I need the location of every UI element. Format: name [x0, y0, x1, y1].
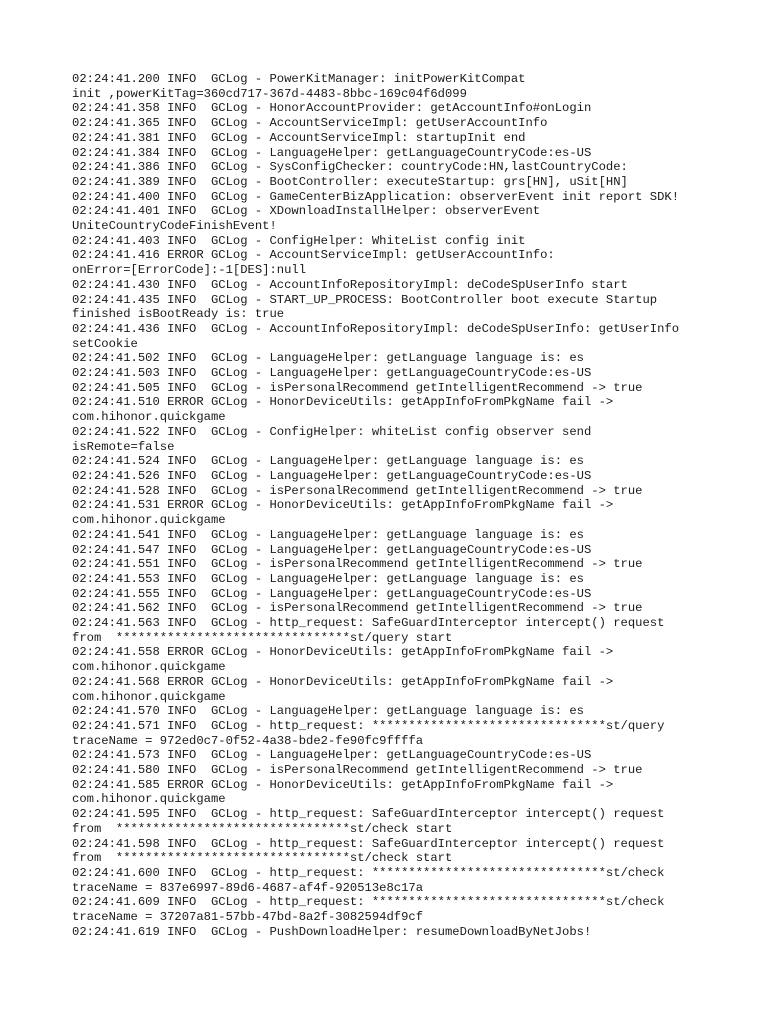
log-line: 02:24:41.505 INFO GCLog - isPersonalRecommend getIntelligentRecommend -> true	[72, 380, 643, 395]
log-line: 02:24:41.568 ERROR GCLog - HonorDeviceUtils: getAppInfoFromPkgName fail ->	[72, 674, 614, 689]
log-line: 02:24:41.555 INFO GCLog - LanguageHelper: getLanguageCountryCode:es-US	[72, 586, 592, 601]
log-line: 02:24:41.600 INFO GCLog - http_request: ********************************st/check	[72, 865, 665, 880]
log-line: isRemote=false	[72, 439, 175, 454]
log-line: traceName = 972ed0c7-0f52-4a38-bde2-fe90fc9ffffa	[72, 733, 424, 748]
log-line: 02:24:41.436 INFO GCLog - AccountInfoRepositoryImpl: deCodeSpUserInfo: getUserInfo	[72, 321, 680, 336]
log-line: 02:24:41.386 INFO GCLog - SysConfigChecker: countryCode:HN,lastCountryCode:	[72, 160, 628, 175]
log-line: 02:24:41.609 INFO GCLog - http_request: ********************************st/check	[72, 895, 665, 910]
log-line: 02:24:41.563 INFO GCLog - http_request: SafeGuardInterceptor intercept() request	[72, 616, 665, 631]
log-line: 02:24:41.389 INFO GCLog - BootController: executeStartup: grs[HN], uSit[HN]	[72, 174, 628, 189]
log-line: 02:24:41.573 INFO GCLog - LanguageHelper: getLanguageCountryCode:es-US	[72, 748, 592, 763]
log-line: from ********************************st/check start	[72, 821, 453, 836]
log-line: 02:24:41.595 INFO GCLog - http_request: SafeGuardInterceptor intercept() request	[72, 807, 665, 822]
log-line: 02:24:41.503 INFO GCLog - LanguageHelper: getLanguageCountryCode:es-US	[72, 366, 592, 381]
log-line: 02:24:41.381 INFO GCLog - AccountServiceImpl: startupInit end	[72, 130, 526, 145]
log-line: 02:24:41.403 INFO GCLog - ConfigHelper: WhiteList config init	[72, 233, 526, 248]
log-line: 02:24:41.358 INFO GCLog - HonorAccountProvider: getAccountInfo#onLogin	[72, 101, 592, 116]
log-line: finished isBootReady is: true	[72, 307, 285, 322]
log-line: 02:24:41.571 INFO GCLog - http_request: ********************************st/query	[72, 718, 665, 733]
log-line: 02:24:41.598 INFO GCLog - http_request: SafeGuardInterceptor intercept() request	[72, 836, 665, 851]
log-line: 02:24:41.400 INFO GCLog - GameCenterBizApplication: observerEvent init report SDK!	[72, 189, 680, 204]
log-line: 02:24:41.384 INFO GCLog - LanguageHelper: getLanguageCountryCode:es-US	[72, 145, 592, 160]
log-line: 02:24:41.200 INFO GCLog - PowerKitManager: initPowerKitCompat	[72, 72, 526, 86]
log-text	[72, 72, 732, 939]
log-line: 02:24:41.401 INFO GCLog - XDownloadInstallHelper: observerEvent	[72, 204, 541, 219]
log-line: init ,powerKitTag=360cd717-367d-4483-8bbc-169c04f6d099	[72, 86, 467, 101]
log-line: traceName = 37207a81-57bb-47bd-8a2f-3082594df9cf	[72, 910, 424, 925]
log-line: 02:24:41.430 INFO GCLog - AccountInfoRepositoryImpl: deCodeSpUserInfo start	[72, 277, 628, 292]
log-line: 02:24:41.510 ERROR GCLog - HonorDeviceUtils: getAppInfoFromPkgName fail ->	[72, 395, 614, 410]
log-line: 02:24:41.619 INFO GCLog - PushDownloadHelper: resumeDownloadByNetJobs!	[72, 924, 592, 939]
log-line: 02:24:41.365 INFO GCLog - AccountServiceImpl: getUserAccountInfo	[72, 116, 548, 131]
log-line: com.hihonor.quickgame	[72, 689, 226, 704]
log-line: 02:24:41.528 INFO GCLog - isPersonalRecommend getIntelligentRecommend -> true	[72, 483, 643, 498]
log-line: com.hihonor.quickgame	[72, 660, 226, 675]
log-line: 02:24:41.558 ERROR GCLog - HonorDeviceUtils: getAppInfoFromPkgName fail ->	[72, 645, 614, 660]
log-line: 02:24:41.562 INFO GCLog - isPersonalRecommend getIntelligentRecommend -> true	[72, 601, 643, 616]
log-line: com.hihonor.quickgame	[72, 410, 226, 425]
log-line: 02:24:41.580 INFO GCLog - isPersonalRecommend getIntelligentRecommend -> true	[72, 763, 643, 778]
log-line: com.hihonor.quickgame	[72, 792, 226, 807]
log-line: 02:24:41.502 INFO GCLog - LanguageHelper: getLanguage language is: es	[72, 351, 584, 366]
log-line: from ********************************st/query start	[72, 630, 453, 645]
log-line: onError=[ErrorCode]:-1[DES]:null	[72, 263, 307, 278]
log-line: setCookie	[72, 336, 138, 351]
document-page	[72, 72, 732, 939]
log-line: 02:24:41.435 INFO GCLog - START_UP_PROCESS: BootController boot execute Startup	[72, 292, 658, 307]
log-line: 02:24:41.570 INFO GCLog - LanguageHelper: getLanguage language is: es	[72, 704, 584, 719]
log-line: 02:24:41.551 INFO GCLog - isPersonalRecommend getIntelligentRecommend -> true	[72, 557, 643, 572]
log-line: 02:24:41.524 INFO GCLog - LanguageHelper: getLanguage language is: es	[72, 454, 584, 469]
log-line: 02:24:41.541 INFO GCLog - LanguageHelper: getLanguage language is: es	[72, 527, 584, 542]
log-line: 02:24:41.526 INFO GCLog - LanguageHelper: getLanguageCountryCode:es-US	[72, 468, 592, 483]
log-line: com.hihonor.quickgame	[72, 513, 226, 528]
log-line: 02:24:41.531 ERROR GCLog - HonorDeviceUtils: getAppInfoFromPkgName fail ->	[72, 498, 614, 513]
log-line: 02:24:41.416 ERROR GCLog - AccountServiceImpl: getUserAccountInfo:	[72, 248, 555, 263]
log-line: 02:24:41.553 INFO GCLog - LanguageHelper: getLanguage language is: es	[72, 571, 584, 586]
log-line: traceName = 837e6997-89d6-4687-af4f-920513e8c17a	[72, 880, 424, 895]
log-line: 02:24:41.547 INFO GCLog - LanguageHelper: getLanguageCountryCode:es-US	[72, 542, 592, 557]
log-line: from ********************************st/check start	[72, 851, 453, 866]
log-line: UniteCountryCodeFinishEvent!	[72, 219, 277, 234]
log-line: 02:24:41.585 ERROR GCLog - HonorDeviceUtils: getAppInfoFromPkgName fail ->	[72, 777, 614, 792]
log-line: 02:24:41.522 INFO GCLog - ConfigHelper: whiteList config observer send	[72, 424, 592, 439]
